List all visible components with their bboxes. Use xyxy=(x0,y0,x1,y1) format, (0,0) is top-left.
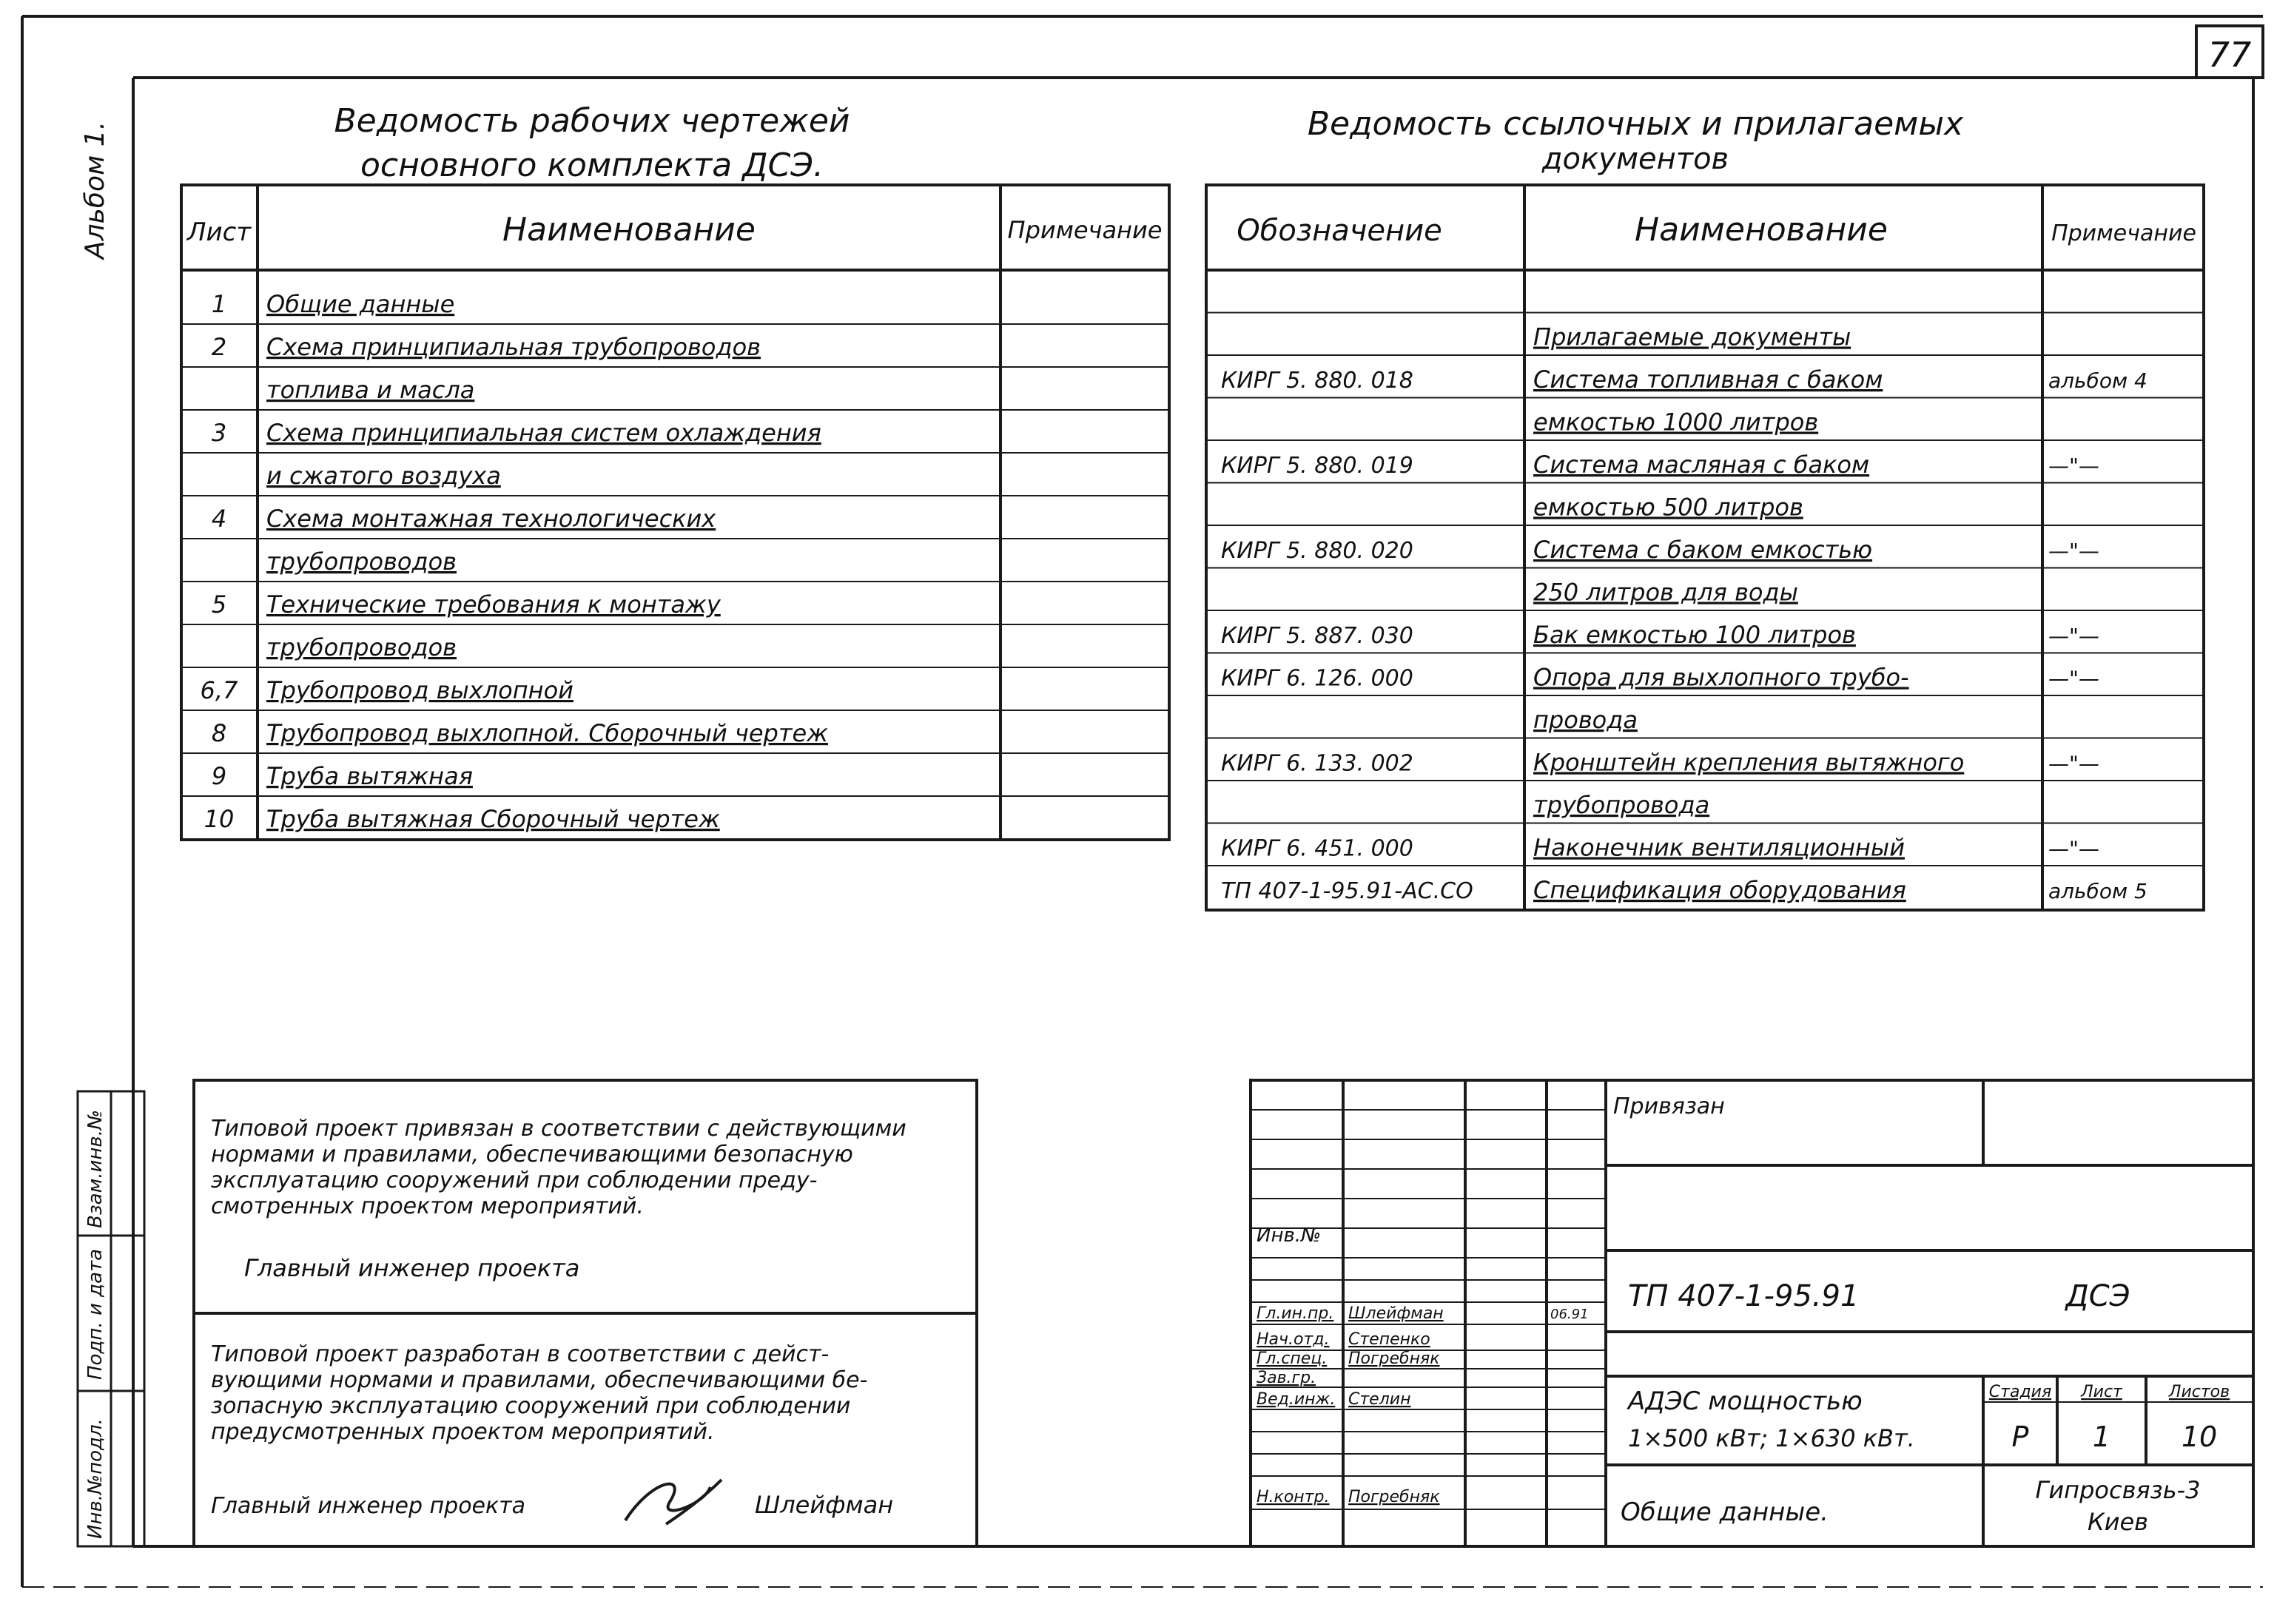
references-row-note: —"— xyxy=(2048,624,2099,648)
references-list xyxy=(1206,105,2204,910)
tb-stage: Р xyxy=(2011,1421,2029,1453)
drawings-row-name: трубопроводов xyxy=(266,547,457,576)
drawings-row-sheet: 2 xyxy=(211,333,227,361)
drawings-title-line2: основного комплекта ДСЭ. xyxy=(360,146,824,184)
references-row-note: —"— xyxy=(2048,751,2099,776)
drawings-list xyxy=(181,102,1169,840)
references-row-code: ТП 407-1-95.91-АС.СО xyxy=(1221,878,1473,904)
note-bottom-line3: зопасную эксплуатацию сооружений при соблюдении xyxy=(211,1393,851,1419)
tb-org-line2: Киев xyxy=(2087,1508,2149,1536)
references-row-name: Система с баком емкостью xyxy=(1533,536,1873,564)
references-row-name: Опора для выхлопного трубо- xyxy=(1533,663,1909,692)
drawings-header-name: Наименование xyxy=(502,211,756,249)
tb-signer-role: Вед.инж. xyxy=(1257,1390,1336,1409)
tb-signer-name: Степенко xyxy=(1348,1330,1430,1349)
references-row-name: Кронштейн крепления вытяжного xyxy=(1533,748,1965,777)
page-number: 77 xyxy=(2207,35,2252,75)
tb-signer-name: Погребняк xyxy=(1348,1488,1440,1506)
references-header-code: Обозначение xyxy=(1237,214,1442,248)
tb-signer-role: Н.контр. xyxy=(1257,1488,1330,1506)
drawings-row-name: Схема монтажная технологических xyxy=(266,505,716,533)
references-row-note: альбом 4 xyxy=(2048,368,2147,393)
references-row-code: КИРГ 5. 880. 019 xyxy=(1221,453,1413,479)
drawings-row-name: трубопроводов xyxy=(266,633,457,661)
references-title-line1: Ведомость ссылочных и прилагаемых xyxy=(1307,105,1964,143)
drawings-row-name: топлива и масла xyxy=(266,376,475,404)
note-bottom-line4: предусмотренных проектом мероприятий. xyxy=(211,1419,715,1445)
tb-signer-name: Стелин xyxy=(1348,1390,1411,1409)
drawings-header-note: Примечание xyxy=(1007,216,1163,244)
tb-signer-name: Погребняк xyxy=(1348,1350,1440,1368)
references-row-code: КИРГ 6. 133. 002 xyxy=(1221,750,1413,777)
tb-inv-no: Инв.№ xyxy=(1257,1224,1322,1247)
note-top-line3: эксплуатацию сооружений при соблюдении преду- xyxy=(211,1168,818,1193)
tb-sheets-header: Листов xyxy=(2168,1383,2230,1401)
references-row-name: емкостью 500 литров xyxy=(1533,493,1803,522)
tb-sheet-title: Общие данные. xyxy=(1621,1497,1829,1527)
references-row-note: —"— xyxy=(2048,454,2099,478)
drawings-row-sheet: 4 xyxy=(211,505,227,533)
drawings-row-name: Трубопровод выхлопной. Сборочный чертеж xyxy=(266,719,828,747)
references-title-line2: документов xyxy=(1541,142,1729,176)
references-row-name: Система масляная с баком xyxy=(1533,451,1870,479)
drawings-row-sheet: 1 xyxy=(211,290,227,318)
references-header-note: Примечание xyxy=(2051,220,2196,246)
drawings-row-sheet: 3 xyxy=(211,419,227,447)
note-top-line2: нормами и правилами, обеспечивающими безопасную xyxy=(211,1142,853,1168)
tb-sheet: 1 xyxy=(2092,1421,2111,1453)
tb-signer-role: Зав.гр. xyxy=(1257,1369,1316,1387)
references-row-name: Прилагаемые документы xyxy=(1533,323,1851,351)
drawings-row-sheet: 10 xyxy=(204,805,235,833)
drawings-title-line1: Ведомость рабочих чертежей xyxy=(334,102,850,140)
note-bottom-line2: вующими нормами и правилами, обеспечивающими бе- xyxy=(211,1367,868,1393)
stamp-replaced-inv: Взам.инв.№ xyxy=(84,1110,107,1228)
tb-sheet-header: Лист xyxy=(2081,1383,2122,1401)
references-row-code: КИРГ 6. 126. 000 xyxy=(1221,665,1413,692)
tb-org-line1: Гипросвязь-3 xyxy=(2035,1476,2201,1504)
references-row-note: альбом 5 xyxy=(2048,879,2147,903)
references-row-name: Спецификация оборудования xyxy=(1533,876,1906,904)
tb-signer-name: Шлейфман xyxy=(1348,1304,1444,1323)
tb-mark: ДСЭ xyxy=(2065,1279,2130,1313)
references-rows xyxy=(1221,323,2147,905)
references-row-code: КИРГ 5. 880. 018 xyxy=(1221,368,1413,394)
references-row-code: КИРГ 6. 451. 000 xyxy=(1221,835,1413,862)
note-top-line4: смотренных проектом мероприятий. xyxy=(211,1193,644,1219)
note-bottom-line1: Типовой проект разработан в соответствии с дейст- xyxy=(211,1341,830,1367)
tb-stage-header: Стадия xyxy=(1988,1383,2052,1401)
references-row-name: провода xyxy=(1533,706,1638,734)
references-row-name: емкостью 1000 литров xyxy=(1533,408,1819,437)
note-bottom-signature: Главный инженер проекта xyxy=(211,1493,525,1519)
references-row-name: Система топливная с баком xyxy=(1533,365,1883,394)
signature-scribble xyxy=(625,1480,722,1524)
references-row-note: —"— xyxy=(2048,539,2099,563)
note-top-signature: Главный инженер проекта xyxy=(244,1254,580,1282)
tb-sheets: 10 xyxy=(2181,1421,2218,1453)
references-row-note: —"— xyxy=(2048,666,2099,691)
tb-signer-role: Гл.спец. xyxy=(1257,1350,1328,1368)
drawings-row-name: Схема принципиальная систем охлаждения xyxy=(266,419,821,447)
references-row-name: трубопровода xyxy=(1533,791,1710,819)
page-number-box xyxy=(2196,26,2263,78)
references-row-code: КИРГ 5. 880. 020 xyxy=(1221,538,1413,564)
album-label: Альбом 1. xyxy=(80,121,110,259)
references-row-name: Наконечник вентиляционный xyxy=(1533,833,1905,862)
note-box xyxy=(194,1080,977,1546)
tb-object-line1: АДЭС мощностью xyxy=(1628,1387,1863,1416)
tb-code: ТП 407-1-95.91 xyxy=(1628,1279,1860,1313)
references-row-note: —"— xyxy=(2048,836,2099,861)
tb-object-line2: 1×500 кВт; 1×630 кВт. xyxy=(1628,1424,1915,1452)
drawings-row-sheet: 8 xyxy=(211,719,227,747)
references-row-code: КИРГ 5. 887. 030 xyxy=(1221,623,1413,649)
drawings-row-name: Труба вытяжная xyxy=(266,762,473,790)
tb-signer-date: 06.91 xyxy=(1550,1307,1589,1322)
tb-signer-role: Гл.ин.пр. xyxy=(1257,1304,1334,1323)
stamp-inv-original: Инв.№подл. xyxy=(84,1418,107,1539)
drawings-row-name: и сжатого воздуха xyxy=(266,462,501,490)
drawings-row-sheet: 6,7 xyxy=(200,676,238,704)
note-bottom-signer: Шлейфман xyxy=(755,1491,894,1519)
references-row-name: 250 литров для воды xyxy=(1533,578,1798,607)
drawings-row-name: Трубопровод выхлопной xyxy=(266,676,574,704)
drawings-row-sheet: 5 xyxy=(211,590,227,619)
drawings-row-name: Схема принципиальная трубопроводов xyxy=(266,333,761,361)
references-header-name: Наименование xyxy=(1635,211,1888,249)
drawings-row-name: Технические требования к монтажу xyxy=(266,590,721,619)
drawings-row-name: Труба вытяжная Сборочный чертеж xyxy=(266,805,720,833)
title-block xyxy=(1251,1080,2253,1546)
drawings-header-sheet: Лист xyxy=(186,218,252,247)
tb-signer-role: Нач.отд. xyxy=(1257,1330,1330,1349)
references-row-name: Бак емкостью 100 литров xyxy=(1533,621,1856,649)
note-top-line1: Типовой проект привязан в соответствии с действующими xyxy=(211,1116,906,1142)
tb-privyazan: Привязан xyxy=(1613,1094,1725,1119)
drawings-rows xyxy=(201,290,829,833)
drawings-row-sheet: 9 xyxy=(211,762,227,790)
stamp-signature-date: Подп. и дата xyxy=(84,1248,107,1380)
drawings-row-name: Общие данные xyxy=(266,290,455,318)
